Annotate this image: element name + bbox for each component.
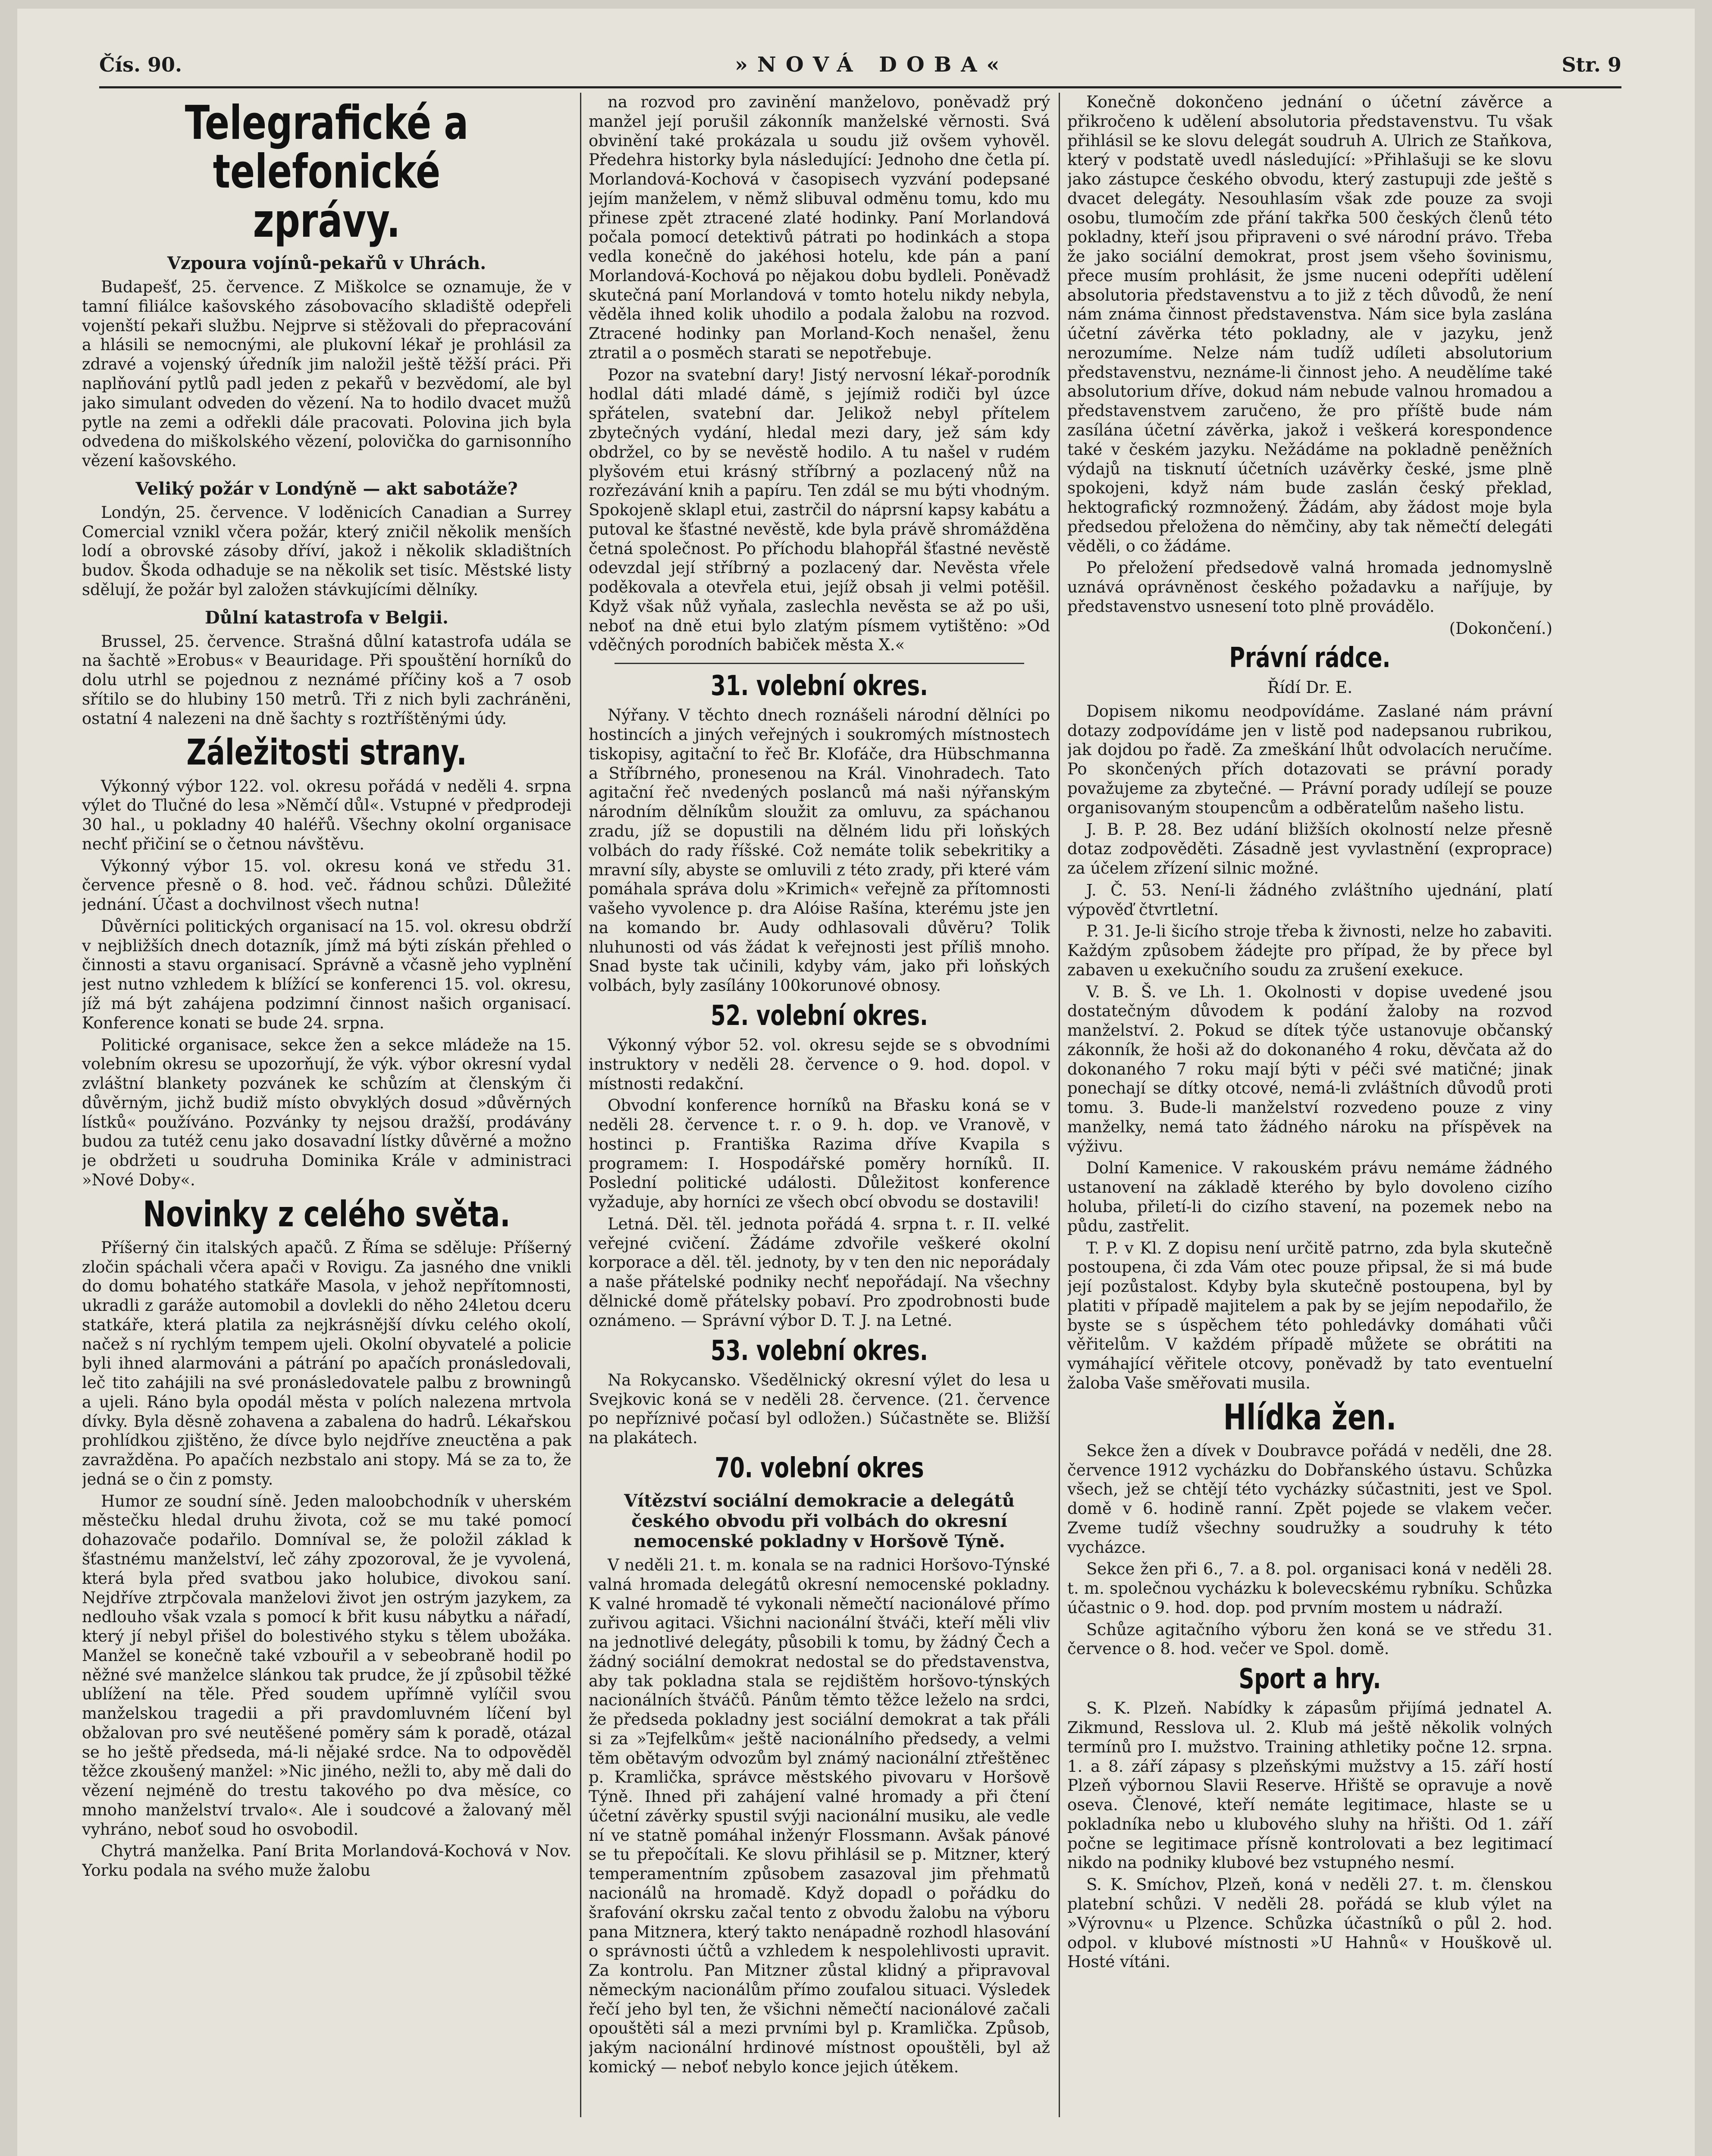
item-district-122: Výkonný výbor 122. vol. okresu pořádá v neděli 4. srpna výlet do Tlučné do lesa »Němčí důl«. Vstupné v předprodeji 30 hal., u pokladny 40 haléřů. Všechny okolní organisace nechť přičiní se o četnou návštěvu. bbox=[82, 777, 571, 853]
item-sk-smichov: S. K. Smíchov, Plzeň, koná v neděli 27. t. m. členskou platební schůzi. V neděli 28. pořádá se klub výlet na »Výrovnu« u Plzence. Schůzka účastníků o půl 2. hod. odpol. v klubové místnosti »U Hahnů« v Houškově ul. Hosté vítáni. bbox=[1067, 1875, 1552, 1971]
article-clever-wife: Chytrá manželka. Paní Brita Morlandová-Kochová v Nov. Yorku podala na svého muže žalobu bbox=[82, 1842, 571, 1880]
article-wedding-gifts: Pozor na svatební dary! Jistý nervosní lékař-porodník hodlal dáti mladé dámě, s jejímiž rodiči byl úzce spřátelen, svatební dar. Jelikož nebyl přítelem zbytečných vydání, hledal mezi dary, jež sám kdy obdržel, co by se nevěstě hodilo. A tu našel v rudém plyšovém etui krásný stříbrný a pozlacený nůž na rozřezávání knih a papíru. Ten zdál se mu býti vhodným. Spokojeně sklapl etui, zastrčil do náprsní kapsy kabátu a putoval ke šťastné nevěstě, kde byla právě shromážděna četná společnost. Po příchodu blahopřál šťastné nevěstě odevzdal její stříbrný a pozlacený dar. Nevěsta vřele poděkovala a otevřela etui, jejíž obsah ji velmi potěšil. Když však nůž vyňala, zaslechla nevěsta se až po uši, neboť na dně etui bylo zlatým písmem vytištěno: »Od vděčných porodních babiček města X.« bbox=[589, 365, 1050, 655]
headline-world-news: Novinky z celého světa. bbox=[143, 1194, 511, 1235]
item-agitation-committee: Schůze agitačního výboru žen koná se ve středu 31. července o 8. hod. večer ve Spol. domě. bbox=[1067, 1620, 1552, 1658]
column-rule-left bbox=[580, 93, 581, 2117]
item-women-section: Sekce žen při 6., 7. a 8. pol. organisaci koná v neděli 28. t. m. společnou vycházku k bolevecskému rybníku. Schůzka účastnic o 9. hod. dop. pod prvním mostem u nádraží. bbox=[1067, 1560, 1552, 1617]
legal-answer-jbp: J. B. P. 28. Bez udání bližších okolností nelze přesně dotaz zodpověděti. Zásadně jest vyvlastnění (exproprace) za účelem zřízení silnic možné. bbox=[1067, 820, 1552, 877]
item-nyrany: Nýřany. V těchto dnech roznášeli národní dělníci po hostincích a jiných veřejných i soukromých místnostech tiskopisy, agitační to řeč Br. Klofáče, dra Hübschmanna a Stříbrného, pronesenou na Král. Vinohradech. Tato agitační řeč nvedených poslanců má naši nýřanským národním dělníkům sloužit za omluvu, za spáchanou zradu, jíž se dopustili na dělném lidu při loňských volbách do rady říšské. Což nemáte tolik sebekritiky a mravní síly, abyste se omluvili z této zrady, při které vám pomáhala správa dolu »Krimich« veřejně za přítomnosti vašeho vyvolence p. dra Alóise Rašína, kterému jste jen na komando br. Audy odhlasovali důvěru? Tolik nluhunosti od vás žádat k veřejnosti jest příliš mnoho. Snad byste tak učinili, kdyby vám, jako při loňských volbách, byly zasílány 100korunové obnosy. bbox=[589, 706, 1050, 995]
legal-answer-jc: J. Č. 53. Není-li žádného zvláštního ujednání, platí výpověď čtvrtletní. bbox=[1067, 881, 1552, 919]
item-doubravka: Sekce žen a dívek v Doubravce pořádá v neděli, dne 28. července 1912 vycházku do Dobřanského ústavu. Schůzka všech, jež se chtějí této vycházky súčastniti, jest ve Spol. domě v 6. hodině ranní. Zpět pojede se vlakem večer. Zveme tudíž všechny soudružky a soudruhy k této vycházce. bbox=[1067, 1441, 1552, 1557]
headline-party-affairs: Záležitosti strany. bbox=[186, 732, 467, 774]
headline-womens-watch: Hlídka žen. bbox=[1223, 1397, 1397, 1438]
article-horsovsky-tyn-cont: Konečně dokončeno jednání o účetní závěrce a přikročeno k udělení absolutoria představenstvu. Tu však přihlásil se ke slovu delegát soudruh A. Ulrich ze Staňkova, který v podstatě uvedl následující: »Přihlašuji se ke slovu jako zástupce českého obvodu, který zastupuji zde ještě s dvacet delegáty. Nesouhlasím však zde pouze za svoji osobu, tlumočím zde přání takřka 500 českých členů této pokladny, kteří jsou připraveni o své národní právo. Třeba že jako sociální demokrat, prost jsem všeho šovinismu, přece musím prohlásit, že jsme nuceni odepříti udělení absolutoria představenstvu a to již z těch důvodů, že není nám známa činnost představenstva. Nám sice byla zaslána účetní závěrka této pokladny, ale v jazyku, jenž nerozumíme. Nelze nám tudíž udíleti absolutorium představenstvu, neznáme-li činnost jeho. A neudělíme také absolutorium dříve, dokud nám nebude valnou hromadou a představenstvem zaručeno, že pro příště bude nám zasílána účetní závěrka, jakož i veškerá korespondence také v českém jazyku. Nežádáme na pokladně peněžních výdajů na tisknutí účetních uzávěrky české, jsme plně spokojeni, když nám bude zaslán český překlad, hektografický rozmnožený. Žádám, aby žádost moje byla předsedou přeložena do němčiny, aby tak němečtí delegáti věděli, o co žádáme. bbox=[1067, 93, 1552, 555]
article-horsovsky-tyn: V neděli 21. t. m. konala se na radnici Horšovo-Týnské valná hromada delegátů okresní nemocenské pokladny. K valné hromadě té vykonali němečtí nacionálové přímo zuřivou agitaci. Všichni nacionální štváči, kteří měli vliv na jednotlivé delegáty, působili k tomu, by žádný Čech a žádný sociální demokrat nedostal se do představenstva, aby tak pokladna stala se rejdištěm horšovo-týnských nacionálních štváčů. Pánům těmto těžce leželo na srdci, že předseda pokladny jest sociální demokrat a tak přáli si za »Tejfelkům« ještě nacionálního předsedy, a velmi těm obětavým odvozům byl známý nacionální ztřeštěnec p. Kramlička, správce městského pivovaru v Horšově Týně. Ihned při zahájení valné hromady a při čtení účetní závěrky spustil svýji nacionální musiku, ale vedle ní ve statně pomáhal inženýr Flossmann. Avšak pánové se tu přepočítali. Ke slovu přihlásil se p. Mitzner, který temperamentním způsobem zasazoval jim přehmatů nacionálů na hromadě. Když dopadl o pořádku do šrafování okrsku začal tento z obvodu žalobu na výboru pana Mitznera, který takto nenápadně rozhodl hlasování o správnosti účtů a vzhledem k nespolehlivosti upravit. Za kontrolu. Pan Mitzner zůstal klidný a připravoval německým nacionálům přímo zoufalou situaci. Výsledek řečí jeho byl ten, že všichni němečtí nacionálové začali opouštěti sál a mezi prvními byl p. Kramlička. Způsob, jakým nacionální hrdinové místnost opouštěli, byl až komický — neboť nebylo konce jejich útěkem. bbox=[589, 1555, 1050, 2076]
item-organisations: Politické organisace, sekce žen a sekce mládeže na 15. volebním okresu se upozorňují, že výk. výbor okresní vydal zvláštní blankety pozvánek ke schůzím at členským či důvěrným, jichž budiž místo obvyklých dosud »důvěrných lístků« používáno. Pozvánky ty nejsou dražší, prodávány budou za tutéž cenu jako dosavadní lístky důvěrné a možno je obdržeti u soudruha Dominika Krále v administraci »Nové Doby«. bbox=[82, 1035, 571, 1189]
article-london-fire: Londýn, 25. července. V loděnicích Canadian a Surrey Comercial vznikl včera požár, který zničil několik menších lodí a obrovské zásoby dříví, jakož i několik skladištních budov. Škoda odhaduje se na několik set tisíc. Městské listy sdělují, že požár byl založen stávkujícími dělníky. bbox=[82, 503, 571, 599]
column-3 bbox=[1067, 93, 1552, 2117]
headline-sport: Sport a hry. bbox=[1239, 1663, 1381, 1695]
article-clever-wife-cont: na rozvod pro zavinění manželovo, poněvadž prý manžel její porušil zákonník manželské věrnosti. Svá obvinění také prokázala u soudu již ovšem vyhověl. Předehra historky byla následující: Jednoho dne četla pí. Morlandová-Kochová v časopisech vyzvání podepsané jejím manželem, v němž slibuval odměnu tomu, kdo mu přinese zpět ztracené zlaté hodinky. Paní Morlandová počala pomocí detektivů pátrati po hodinkách a stopa vedla konečně do jakéhosi hotelu, kde pán a paní Morlandová-Kochová po nějakou dobu bydleli. Poněvadž skutečná paní Morlandová v tomto hotelu nikdy nebyla, věděla ihned kolik uhodilo a podala žalobu na rozvod. Ztracené hodinky pan Morland-Koch nenašel, ženu ztratil a o posměch starati se nepotřebuje. bbox=[589, 93, 1050, 362]
article-bakers: Budapešť, 25. července. Z Miškolce se oznamuje, že v tamní filiálce kašovského zásobovacího skladiště odepřeli vojenští pekaři službu. Nejprve si stěžovali do přepracování a hlásili se nemocnými, ale plukovní lékař je prohlásil za zdravé a vojenský úředník jim naložil ještě těžší práci. Při naplňování pytlů padl jeden z pekařů v bezvědomí, ale byl jako simulant odveden do vězení. Na to hodilo dvacet mužů pytle na zemi a odřekli dále pracovati. Polovina jich byla odvedena do miškolského vězení, polovička do garnisonního vězení kašovského. bbox=[82, 278, 571, 470]
item-miners-conference: Obvodní konference horníků na Břasku koná se v neděli 28. července t. r. o 9. h. dop. ve Vranově, v hostinci p. Františka Razima dříve Kvapila s programem: I. Hospodářské poměry horníků. II. Poslední politické události. Důležitost konference vyžaduje, aby horníci ze všech obcí obvodu se dostavili! bbox=[589, 1096, 1050, 1212]
legal-answer-vbs: V. B. Š. ve Lh. 1. Okolnosti v dopise uvedené jsou dostatečným důvodem k podání žaloby na rozvod manželství. 2. Pokud se dítek týče ustanovuje občanský zákonník, že hoši až do dokonaného 4 roku, děvčata až do dokonaného 7 roku mají býti v péči své matičné; jinak ponechají se dítky otcové, nemá-li zvláštních důvodů proti tomu. 3. Bude-li manželství rozvedeno pouze z viny manželky, nemá tato žádného nároku na příspěvek na výživu. bbox=[1067, 982, 1552, 1156]
issue-number: Čís. 90. bbox=[99, 53, 182, 76]
headline-district-53: 53. volební okres. bbox=[710, 1335, 928, 1367]
column-1 bbox=[82, 93, 571, 2117]
legal-notice: Dopisem nikomu neodpovídáme. Zaslané nám právní dotazy zodpovídáme jen v listě pod nadepsanou rubrikou, jak dojdou po řadě. Za zmeškání lhůt odvolacích neručíme. Po skončených přích dotazovati se právní porady považujeme za zbytečné. — Právní porady udílejí se pouze organisovaným stoupencům a odběratelům našeho listu. bbox=[1067, 702, 1552, 817]
masthead: »NOVÁ DOBA« bbox=[734, 53, 1009, 77]
column-2 bbox=[589, 93, 1050, 2117]
legal-answer-p31: P. 31. Je-li šicího stroje třeba k živnosti, nelze ho zabaviti. Každým způsobem žádejte pro případ, že by přece byl zabaven u exekučního soudu za zrušení exekuce. bbox=[1067, 922, 1552, 979]
item-rokycansko: Na Rokycansko. Všedělnický okresní výlet do lesa u Svejkovic koná se v neděli 28. července. (21. července po nepříznivé počasí byl odložen.) Súčastněte se. Bližší na plakátech. bbox=[589, 1370, 1050, 1448]
subhead-belgium-mine: Důlní katastrofa v Belgii. bbox=[205, 607, 448, 628]
subhead-victory: Vítězství sociální demokracie a delegátů českého obvodu při volbách do okresní nemocenské pokladny v Horšově Týně. bbox=[624, 1490, 1015, 1551]
article-court-humor: Humor ze soudní síně. Jeden maloobchodník v uherském městečku hledal druhu života, což se mu také pomocí dohazovače podařilo. Domníval se, že položil základ k šťastnému manželství, leč záhy zpozoroval, že je vyvolená, která byla před svatbou jako holubice, divokou saní. Nejdříve ztrpčovala manželovi život jen ostrým jazykem, za nedlouho však vzala s pomocí k břit kusu nábytku a nářadí, který jí nebyl přišel do bolestivého styku s tělem ubožáka. Manžel se konečně také vzbouřil a v sebeobraně hodil po něžné své manželce slánkou tak prudce, že jí způsobil těžké ublížení na těle. Před soudem upřímně vylíčil svou manželskou tragedii a při pravdomluvném líčení byl obžalovan pro své neutěšené poměry sám k poradě, otázal se ho ještě předseda, má-li nějaké srdce. Na to odpověděl těžce zkoušený manžel: »Nic jiného, nežli to, aby mě dali do vězení nejméně do trestu takového po dva měsíce, co mnoho manželství trvalo«. Ale i soudcové a žalovaný měl vyhráno, neboť soud ho osvobodil. bbox=[82, 1492, 571, 1839]
article-resolution: Po přeložení předsedově valná hromada jednomyslně uznává oprávněnost českého požadavku a naříjuje, by představenstvo usnesení toto plně provádělo. bbox=[1067, 558, 1552, 616]
headline-telegraphic: Telegrafické a telefonické zprávy. bbox=[185, 96, 469, 248]
headline-district-31: 31. volební okres. bbox=[710, 670, 928, 702]
continuation-note: (Dokončení.) bbox=[1449, 619, 1552, 638]
headline-district-70: 70. volební okres bbox=[715, 1452, 924, 1484]
article-belgium-mine: Brussel, 25. července. Strašná důlní katastrofa udála se na šachtě »Erobus« v Beauridage. Při spouštění horníků do dolu utrhl se pojednou z neznámé příčiny koš a 7 osob sřítilo se do hlubiny 150 metrů. Tři z nich byli zachráněni, ostatní 4 nalezeni na dně šachty s roztříštěnými údy. bbox=[82, 632, 571, 728]
headline-legal-advice: Právní rádce. bbox=[1229, 642, 1391, 674]
article-apaches: Příšerný čin italských apačů. Z Říma se sděluje: Příšerný zločin spáchali včera apači v Rovigu. Za jasného dne vnikli do domu bohatého statkáře Masola, v jehož nepřítomnosti, ukradli z garáže automobil a dovlekli do něho 24letou dceru statkáře, která platila za nejkrásnější dívku celého okolí, načež s ní rychlým tempem ujeli. Okolní obyvatelé a policie byli ihned alarmováni a pátrání po apačích pronásledovali, leč tito zahájili na své pronásledovatele palbu z browningů a ujeli. Ráno byla opodál města v polích nalezena mrtvola dívky. Byla děsně zohavena a zabalena do hadrů. Lékařskou prohlídkou zjištěno, že dívce bylo nejdříve zneuctěna a pak zavražděna. Po apačích nezbstalo ani stopy. Má se za to, že jedná se o čin z pomsty. bbox=[82, 1238, 571, 1489]
item-district-15: Výkonný výbor 15. vol. okresu koná ve středu 31. července přesně o 8. hod. več. řádnou schůzi. Důležité jednání. Účast a dochvilnost všech nutna! bbox=[82, 856, 571, 914]
legal-answer-kamenice: Dolní Kamenice. V rakouském právu nemáme žádného ustanovení na základě kterého by bylo dovoleno cizího holuba, přiletí-li do cizího stavení, na pozemek nebo na půdu, zastřelit. bbox=[1067, 1159, 1552, 1235]
item-letna: Letná. Děl. těl. jednota pořádá 4. srpna t. r. II. velké veřejné cvičení. Žádáme zdvořile veškeré okolní korporace a děl. těl. jednoty, by v ten den nic neporádaly a naše přátelské podniky nechť nepořádají. Na všechny dělnické domě přátelsky pobaví. Pro zpodrobnosti bude oznámeno. — Správní výbor D. T. J. na Letné. bbox=[589, 1214, 1050, 1330]
headline-district-52: 52. volební okres. bbox=[710, 1000, 928, 1032]
editor-signature: Řídí Dr. E. bbox=[1267, 677, 1353, 697]
legal-answer-tp: T. P. v Kl. Z dopisu není určitě patrno, zda byla skutečně postoupena, či zda Vám otec pouze připsal, že si má bude její pozůstalost. Kdyby byla skutečně postoupena, byl by platiti v případě majitelem a pak by se jejím nepodařilo, že byste se s úspěchem této pohledávky domáhati vůči věřitelům. V každém případě můžete se obrátiti na vymáhající věřitele otcovy, poněvadž by tato eventuelní žaloba Vaše směřovati musila. bbox=[1067, 1238, 1552, 1392]
item-sk-plzen: S. K. Plzeň. Nabídky k zápasům přijímá jednatel A. Zikmund, Resslova ul. 2. Klub má ještě několik volných termínů pro I. mužstvo. Training athletiky počne 12. srpna. 1. a 8. září zápasy s plzeňskými mužstvy a 15. září hostí Plzeň výbornou Slavii Reserve. Hřiště se opravuje a nově oseva. Členové, kteří nemáte legitimace, hlaste se u pokladníka nebo u klubového sluhy na hřišti. Od 1. září počne se legitimace přísně kontrolovati a bez legitimací nikdo na podniky klubové bez vstupného nesmí. bbox=[1067, 1699, 1552, 1872]
item-committee-52: Výkonný výbor 52. vol. okresu sejde se s obvodními instruktory v neděli 28. července o 9. hod. dopol. v místnosti redakční. bbox=[589, 1036, 1050, 1093]
item-trustees: Důvěrníci politických organisací na 15. vol. okresu obdrží v nejbližších dnech dotazník, jímž má býti získán přehled o činnosti a stavu organisací. Správně a včasně jeho vyplnění jest nutno vzhledem k blížící se konferenci 15. vol. okresu, jíž má být zahájena podzimní činnost našich organisací. Konference konati se bude 24. srpna. bbox=[82, 917, 571, 1032]
subhead-bakers: Vzpoura vojínů-pekařů v Uhrách. bbox=[167, 253, 486, 274]
page-number: Str. 9 bbox=[1561, 53, 1621, 76]
subhead-london-fire: Veliký požár v Londýně — akt sabotáže? bbox=[135, 478, 518, 499]
page-header bbox=[99, 43, 1621, 88]
column-rule-right bbox=[1059, 93, 1060, 2117]
section-divider bbox=[615, 663, 1024, 664]
